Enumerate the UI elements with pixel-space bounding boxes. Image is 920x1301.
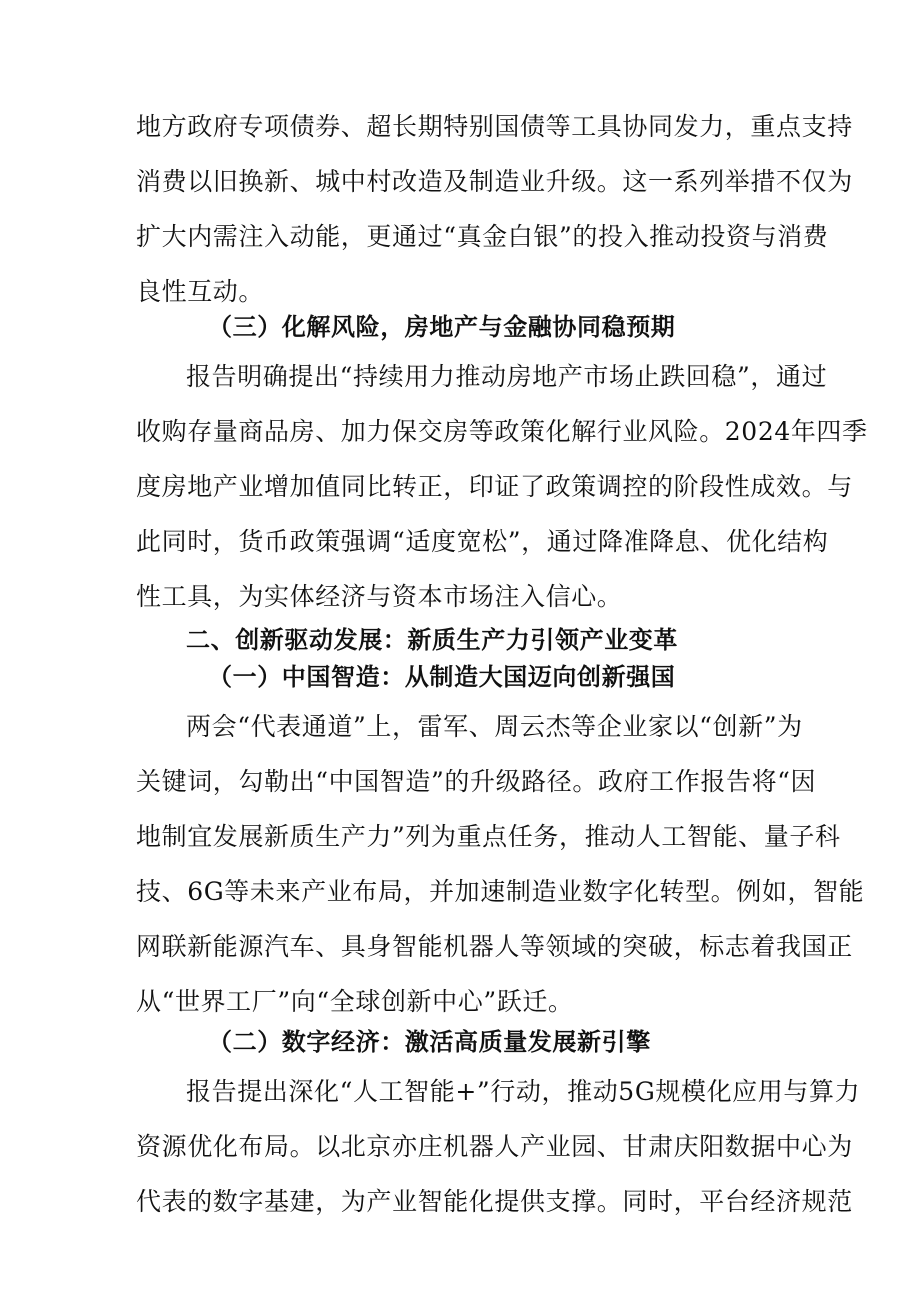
section-heading-2: （二）数字经济：激活高质量发展新引擎	[208, 1028, 651, 1056]
body-text-line: 网联新能源汽车、具身智能机器人等领域的突破，标志着我国正	[136, 932, 853, 961]
body-text-line: 地制宜发展新质生产力”列为重点任务，推动人工智能、量子科	[136, 822, 841, 851]
body-text-line: 度房地产业增加值同比转正，印证了政策调控的阶段性成效。与	[136, 472, 853, 501]
body-text-line: 性工具，为实体经济与资本市场注入信心。	[136, 582, 623, 611]
body-text-line: 报告明确提出“持续用力推动房地产市场止跌回稳”，通过	[186, 362, 828, 391]
chapter-heading-2: 二、创新驱动发展：新质生产力引领产业变革	[186, 626, 678, 654]
body-text-line: 资源优化布局。以北京亦庄机器人产业园、甘肃庆阳数据中心为	[136, 1132, 853, 1161]
body-text-line: 消费以旧换新、城中村改造及制造业升级。这一系列举措不仅为	[136, 167, 853, 196]
body-text-line: 代表的数字基建，为产业智能化提供支撑。同时，平台经济规范	[136, 1187, 853, 1216]
body-text-line: 报告提出深化“人工智能+”行动，推动5G规模化应用与算力	[186, 1077, 861, 1106]
body-text-line: 从“世界工厂”向“全球创新中心”跃迁。	[136, 987, 574, 1016]
body-text-line: 技、6G等未来产业布局，并加速制造业数字化转型。例如，智能	[136, 877, 865, 906]
body-text-line: 地方政府专项债券、超长期特别国债等工具协同发力，重点支持	[136, 112, 853, 141]
body-text-line: 此同时，货币政策强调“适度宽松”，通过降准降息、优化结构	[136, 527, 829, 556]
body-text-line: 良性互动。	[136, 277, 265, 306]
section-heading-1: （一）中国智造：从制造大国迈向创新强国	[208, 663, 676, 691]
body-text-line: 收购存量商品房、加力保交房等政策化解行业风险。2024年四季	[136, 417, 868, 446]
body-text-line: 扩大内需注入动能，更通过“真金白银”的投入推动投资与消费	[136, 222, 829, 251]
body-text-line: 两会“代表通道”上，雷军、周云杰等企业家以“创新”为	[186, 712, 803, 741]
body-text-line: 关键词，勾勒出“中国智造”的升级路径。政府工作报告将“因	[136, 767, 817, 796]
section-heading-3: （三）化解风险，房地产与金融协同稳预期	[208, 313, 676, 341]
